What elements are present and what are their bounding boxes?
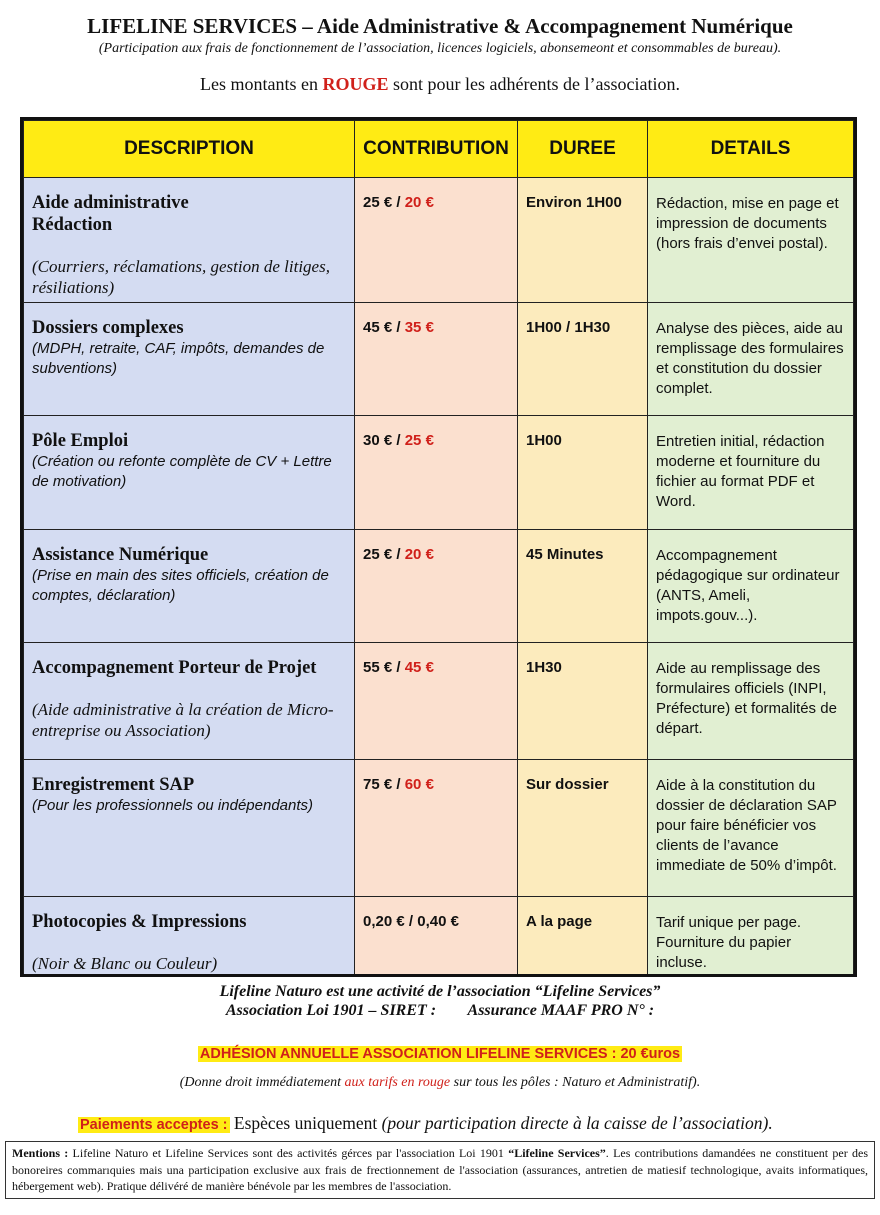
member-price: 45 € xyxy=(404,659,434,676)
member-price: 20 € xyxy=(404,546,434,563)
mentions-box xyxy=(5,1141,875,1199)
association-line-1: Lifeline Naturo est une activité de l’association “Lifeline Services” xyxy=(219,983,661,1000)
cell-contribution: 30 € / 25 € xyxy=(355,416,518,530)
service-title: Enregistrement SAP xyxy=(32,775,195,795)
page-title: LIFELINE SERVICES – Aide Administrative & Accompagnement Numérique xyxy=(87,14,793,38)
cell-description xyxy=(24,760,355,897)
cell-duree: 45 Minutes xyxy=(518,530,648,643)
member-price: 20 € xyxy=(404,194,434,211)
table-row xyxy=(24,178,854,303)
service-subtitle: (Noir & Blanc ou Couleur) xyxy=(32,954,218,973)
note-after: sont pour les adhérents de l’association. xyxy=(388,74,680,94)
header-details: DETAILS xyxy=(648,121,854,178)
price: 30 € xyxy=(363,432,393,449)
payments-line xyxy=(78,1113,773,1134)
mentions-bold: “Lifeline Services” xyxy=(508,1146,606,1160)
price: 55 € xyxy=(363,659,393,676)
table-row xyxy=(24,897,854,978)
service-subtitle: (Prise en main des sites officiels, création de comptes, déclaration) xyxy=(32,567,329,604)
price: 0,20 € xyxy=(363,913,405,930)
price: 25 € xyxy=(363,546,393,563)
cell-details: Analyse des pièces, aide au remplissage des formulaires et constitution du dossier complet. xyxy=(648,303,854,416)
service-subtitle: (Courriers, réclamations, gestion de litiges, résiliations) xyxy=(32,257,330,297)
adhesion-text: ADHÉSION ANNUELLE ASSOCIATION LIFELINE SERVICES : 20 €uros xyxy=(199,1046,681,1062)
cell-contribution: 55 € / 45 € xyxy=(355,643,518,760)
member-price: 0,40 € xyxy=(417,913,459,930)
service-title: Pôle Emploi xyxy=(32,431,129,451)
cell-duree: A la page xyxy=(518,897,648,978)
adhesion-note-after: sur tous les pôles : Naturo et Administratif). xyxy=(450,1075,701,1090)
cell-details: Accompagnement pédagogique sur ordinateur (ANTS, Ameli, impots.gouv...). xyxy=(648,530,854,643)
cell-contribution: 25 € / 20 € xyxy=(355,530,518,643)
cell-contribution: 45 € / 35 € xyxy=(355,303,518,416)
cell-description xyxy=(24,178,355,303)
cell-contribution: 25 € / 20 € xyxy=(355,178,518,303)
adhesion-note-red: aux tarifs en rouge xyxy=(344,1075,451,1090)
header-contribution: CONTRIBUTION xyxy=(355,121,518,178)
price: 45 € xyxy=(363,319,393,336)
service-title: Aide administrative Rédaction xyxy=(32,193,189,235)
cell-details: Entretien initial, rédaction moderne et fourniture du fichier au format PDF et Word. xyxy=(648,416,854,530)
header-description: DESCRIPTION xyxy=(24,121,355,178)
mentions-text-before: Lifeline Naturo et Lifeline Services sont des activités gérces par l'association Loi 1901 xyxy=(68,1146,509,1160)
cell-duree: 1H30 xyxy=(518,643,648,760)
price-note xyxy=(0,74,880,95)
member-price: 35 € xyxy=(404,319,434,336)
cell-duree: Environ 1H00 xyxy=(518,178,648,303)
service-title: Photocopies & Impressions xyxy=(32,912,247,932)
service-title: Assistance Numérique xyxy=(32,545,209,565)
mentions-text-after: . Les contributions damandées ne constituent per des bonoreires commarıquies mais una participation exclusive aux frais de frectionnement de l'association (assurances, antretien de matiesif technologique, avaits informatiques, hébergement web). Pratique délivéré de manière bénévole par les membres de l'association. xyxy=(12,1146,869,1193)
cell-description xyxy=(24,530,355,643)
price: 25 € xyxy=(363,194,393,211)
cell-description xyxy=(24,303,355,416)
service-subtitle: (Pour les professionnels ou indépendants) xyxy=(32,797,314,814)
note-highlight: ROUGE xyxy=(322,74,389,94)
table-row xyxy=(24,643,854,760)
cell-duree: Sur dossier xyxy=(518,760,648,897)
cell-details: Aide au remplissage des formulaires officiels (INPI, Préfecture) et formalités de départ. xyxy=(648,643,854,760)
table-row xyxy=(24,760,854,897)
cell-contribution: 0,20 € / 0,40 € xyxy=(355,897,518,978)
service-subtitle: (MDPH, retraite, CAF, impôts, demandes de subventions) xyxy=(32,340,325,377)
service-title: Accompagnement Porteur de Projet xyxy=(32,658,317,678)
adhesion-note-before: (Donne droit immédiatement xyxy=(179,1075,345,1090)
cell-duree: 1H00 / 1H30 xyxy=(518,303,648,416)
association-info xyxy=(0,982,880,1020)
association-line-2: Association Loi 1901 – SIRET : Assurance MAAF PRO N° : xyxy=(225,1002,655,1019)
service-subtitle: (Création ou refonte complète de CV + Lettre de motivation) xyxy=(32,453,332,490)
price: 75 € xyxy=(363,776,393,793)
services-table xyxy=(20,117,857,977)
table-row xyxy=(24,416,854,530)
page-subtitle: (Participation aux frais de fonctionnement de l’association, licences logiciels, abonsemeont et consommables de bureau). xyxy=(98,41,782,56)
table-row xyxy=(24,303,854,416)
adhesion-note xyxy=(0,1075,880,1091)
payments-label: Paiements acceptes : xyxy=(80,1117,228,1133)
note-before: Les montants en xyxy=(200,74,323,94)
member-price: 25 € xyxy=(404,432,434,449)
member-price: 60 € xyxy=(404,776,434,793)
cell-contribution: 75 € / 60 € xyxy=(355,760,518,897)
service-title: Dossiers complexes xyxy=(32,318,184,338)
cell-details: Tarif unique per page. Fourniture du papier incluse. xyxy=(648,897,854,978)
table-header-row xyxy=(24,121,854,178)
cell-duree: 1H00 xyxy=(518,416,648,530)
cell-details: Aide à la constitution du dossier de déclaration SAP pour faire bénéficier vos clients de l’avance immediate de 50% d’impôt. xyxy=(648,760,854,897)
header-duree: DUREE xyxy=(518,121,648,178)
payments-note: (pour participation directe à la caisse de l’association). xyxy=(381,1113,773,1133)
service-subtitle: (Aide administrative à la création de Micro-entreprise ou Association) xyxy=(32,700,334,740)
cell-description xyxy=(24,416,355,530)
cell-description xyxy=(24,897,355,978)
adhesion-banner xyxy=(0,1045,880,1063)
mentions-label: Mentions : xyxy=(12,1146,69,1160)
cell-description xyxy=(24,643,355,760)
payments-value: Espèces uniquement xyxy=(229,1113,382,1133)
cell-details: Rédaction, mise en page et impression de documents (hors frais d’envei postal). xyxy=(648,178,854,303)
table-row xyxy=(24,530,854,643)
